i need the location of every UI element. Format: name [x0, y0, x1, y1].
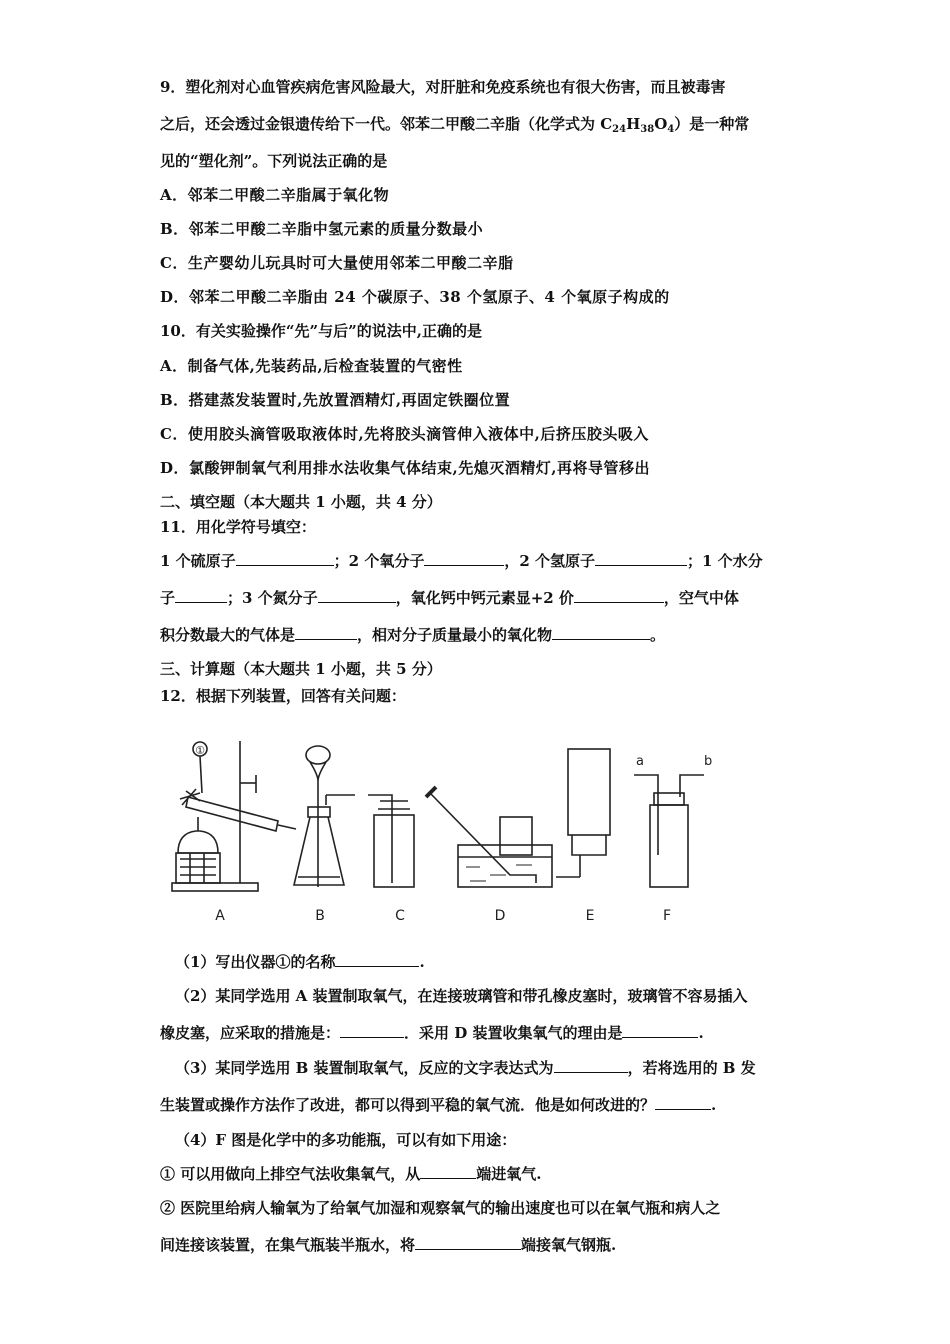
q9-option-a[interactable]: A．邻苯二甲酸二辛脂属于氧化物 [160, 186, 390, 204]
answer-blank[interactable] [236, 551, 334, 566]
q10-stem: 10．有关实验操作“先”与后”的说法中,正确的是 [160, 322, 482, 340]
answer-blank[interactable] [655, 1095, 711, 1110]
apparatus-label-c: C [395, 908, 405, 924]
answer-blank[interactable] [415, 1235, 521, 1250]
apparatus-label-e: E [585, 908, 595, 924]
answer-blank[interactable] [318, 588, 396, 603]
q12-part2-line1: （2）某同学选用 A 装置制取氧气，在连接玻璃管和带孔橡皮塞时，玻璃管不容易插入 [175, 987, 748, 1005]
q12-part4-use2-line1: ② 医院里给病人输氧为了给氧气加湿和观察氧气的输出速度也可以在氧气瓶和病人之 [160, 1199, 721, 1217]
apparatus-label-f: F [662, 908, 672, 924]
q9-option-b[interactable]: B．邻苯二甲酸二辛脂中氢元素的质量分数最小 [160, 220, 484, 238]
port-a-label: a [636, 754, 644, 769]
q12-part3-line2: 生装置或操作方法作了改进，都可以得到平稳的氧气流．他是如何改进的？ . [160, 1096, 717, 1114]
section-heading-fill-in: 二、填空题（本大题共 1 小题，共 4 分） [160, 493, 442, 511]
q12-part4: （4）F 图是化学中的多功能瓶，可以有如下用途： [175, 1131, 517, 1149]
q11-line3: 积分数最大的气体是 ，相对分子质量最小的氧化物 。 [160, 626, 666, 644]
q12-part4-use2-line2: 间连接该装置，在集气瓶装半瓶水，将 端接氧气钢瓶. [160, 1236, 617, 1254]
q12-stem: 12．根据下列装置，回答有关问题： [160, 687, 406, 705]
answer-blank[interactable] [554, 1058, 628, 1073]
q10-option-a[interactable]: A．制备气体,先装药品,后检查装置的气密性 [160, 357, 463, 375]
apparatus-d [426, 787, 552, 887]
apparatus-label-a: A [215, 908, 225, 924]
q12-part4-use1: ① 可以用做向上排空气法收集氧气，从 端进氧气. [160, 1165, 542, 1183]
q12-part3-line1: （3）某同学选用 B 装置制取氧气，反应的文字表达式为 ，若将选用的 B 发 [175, 1059, 756, 1077]
answer-blank[interactable] [552, 625, 650, 640]
answer-blank[interactable] [340, 1023, 404, 1038]
q9-stem-line1: 9．塑化剂对心血管疾病危害风险最大，对肝脏和免疫系统也有很大伤害，而且被毒害 [160, 78, 726, 96]
q11-line2: 子 ；3 个氮分子 ，氧化钙中钙元素显+2 价 ，空气中体 [160, 589, 739, 607]
apparatus-b [294, 746, 355, 887]
answer-blank[interactable] [335, 952, 419, 967]
q9-option-c[interactable]: C．生产婴幼儿玩具时可大量使用邻苯二甲酸二辛脂 [160, 254, 514, 272]
q11-line1: 1 个硫原子 ；2 个氧分子 ，2 个氢原子 ；1 个水分 [160, 552, 763, 570]
apparatus-label-b: B [315, 908, 325, 924]
answer-blank[interactable] [622, 1023, 698, 1038]
apparatus-f [634, 754, 712, 887]
q9-stem-line3: 见的“塑化剂”。下列说法正确的是 [160, 152, 388, 170]
apparatus-e [556, 749, 610, 877]
q10-option-d[interactable]: D．氯酸钾制氧气利用排水法收集气体结束,先熄灭酒精灯,再将导管移出 [160, 459, 650, 477]
q12-part2-line2: 橡皮塞，应采取的措施是： ．采用 D 装置收集氧气的理由是 . [160, 1024, 704, 1042]
q10-option-b[interactable]: B．搭建蒸发装置时,先放置酒精灯,再固定铁圈位置 [160, 391, 511, 409]
answer-blank[interactable] [295, 625, 357, 640]
answer-blank[interactable] [175, 588, 227, 603]
port-b-label: b [704, 754, 713, 769]
answer-blank[interactable] [420, 1164, 476, 1179]
q10-option-c[interactable]: C．使用胶头滴管吸取液体时,先将胶头滴管伸入液体中,后挤压胶头吸入 [160, 425, 649, 443]
q12-part1: （1）写出仪器①的名称 . [175, 953, 425, 971]
section-heading-calculation: 三、计算题（本大题共 1 小题，共 5 分） [160, 660, 442, 678]
answer-blank[interactable] [595, 551, 687, 566]
q9-stem-line2: 之后，还会透过金银遗传给下一代。邻苯二甲酸二辛脂（化学式为 $C_{24}H_{38}O_4$）是一种常 [160, 115, 750, 135]
apparatus-a [172, 741, 296, 891]
answer-blank[interactable] [424, 551, 504, 566]
q9-option-d[interactable]: D．邻苯二甲酸二辛脂由 24 个碳原子、38 个氢原子、4 个氧原子构成的 [160, 288, 670, 306]
answer-blank[interactable] [574, 588, 664, 603]
apparatus-label-d: D [494, 908, 506, 924]
apparatus-c [368, 795, 414, 887]
q11-stem: 11．用化学符号填空： [160, 518, 316, 536]
apparatus-figure [160, 735, 750, 927]
apparatus-marker: ① [195, 744, 205, 757]
